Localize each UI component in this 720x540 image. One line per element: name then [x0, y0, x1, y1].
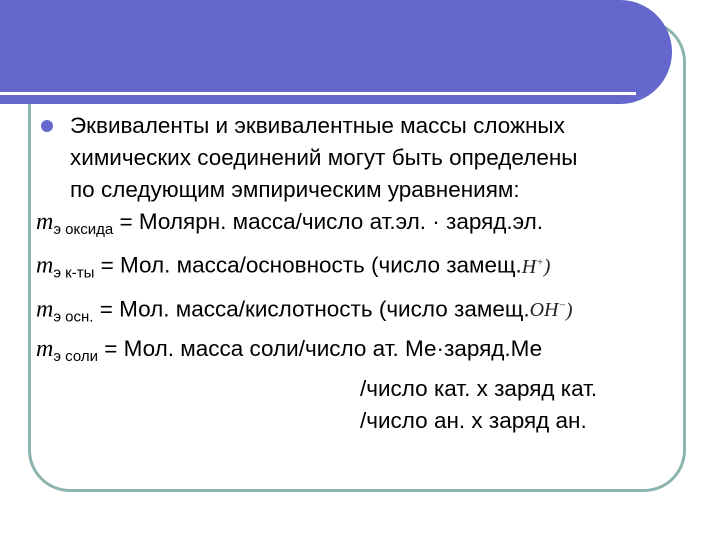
ion-hydroxide: OH−: [529, 299, 566, 322]
formula-acid: [36, 246, 706, 290]
paragraph-line: по следующим эмпирическим уравнениям:: [70, 177, 520, 202]
continuation-line: /число ан. х заряд ан.: [360, 408, 587, 434]
mass-symbol: m: [36, 296, 54, 323]
ion-hydrogen: H+: [521, 255, 544, 278]
paragraph-line: Эквиваленты и эквивалентные массы сложных: [70, 113, 565, 138]
bullet-dot-icon: [41, 120, 53, 132]
continuation-line: /число кат. х заряд кат.: [360, 376, 598, 402]
bullet-paragraph: [36, 110, 706, 206]
formula-text: = Мол. масса соли/число ат. Ме·заряд.Ме: [97, 336, 543, 362]
formula-subscript: э соли: [53, 348, 98, 366]
mass-symbol: m: [36, 252, 54, 279]
formula-subscript: э осн.: [53, 308, 94, 326]
title-underline: [0, 92, 636, 95]
closing-paren: ): [543, 255, 551, 278]
formula-text: = Мол. масса/кислотность (число замещ.: [93, 296, 530, 322]
paragraph-line: химических соединений могут быть определены: [70, 145, 578, 170]
title-band: [0, 0, 672, 104]
mass-symbol: m: [36, 336, 54, 363]
mass-symbol: m: [36, 209, 54, 235]
formula-base: [36, 290, 706, 334]
closing-paren: ): [565, 299, 573, 322]
formula-oxide: [36, 206, 706, 246]
formula-text: = Мол. масса/основность (число замещ.: [94, 252, 522, 278]
formula-subscript: э к-ты: [53, 264, 95, 282]
formula-salt: [36, 333, 706, 373]
slide-content: [36, 110, 706, 437]
formula-subscript: э оксида: [53, 221, 114, 238]
formula-text: = Молярн. масса/число ат.эл. · заряд.эл.: [113, 209, 544, 234]
